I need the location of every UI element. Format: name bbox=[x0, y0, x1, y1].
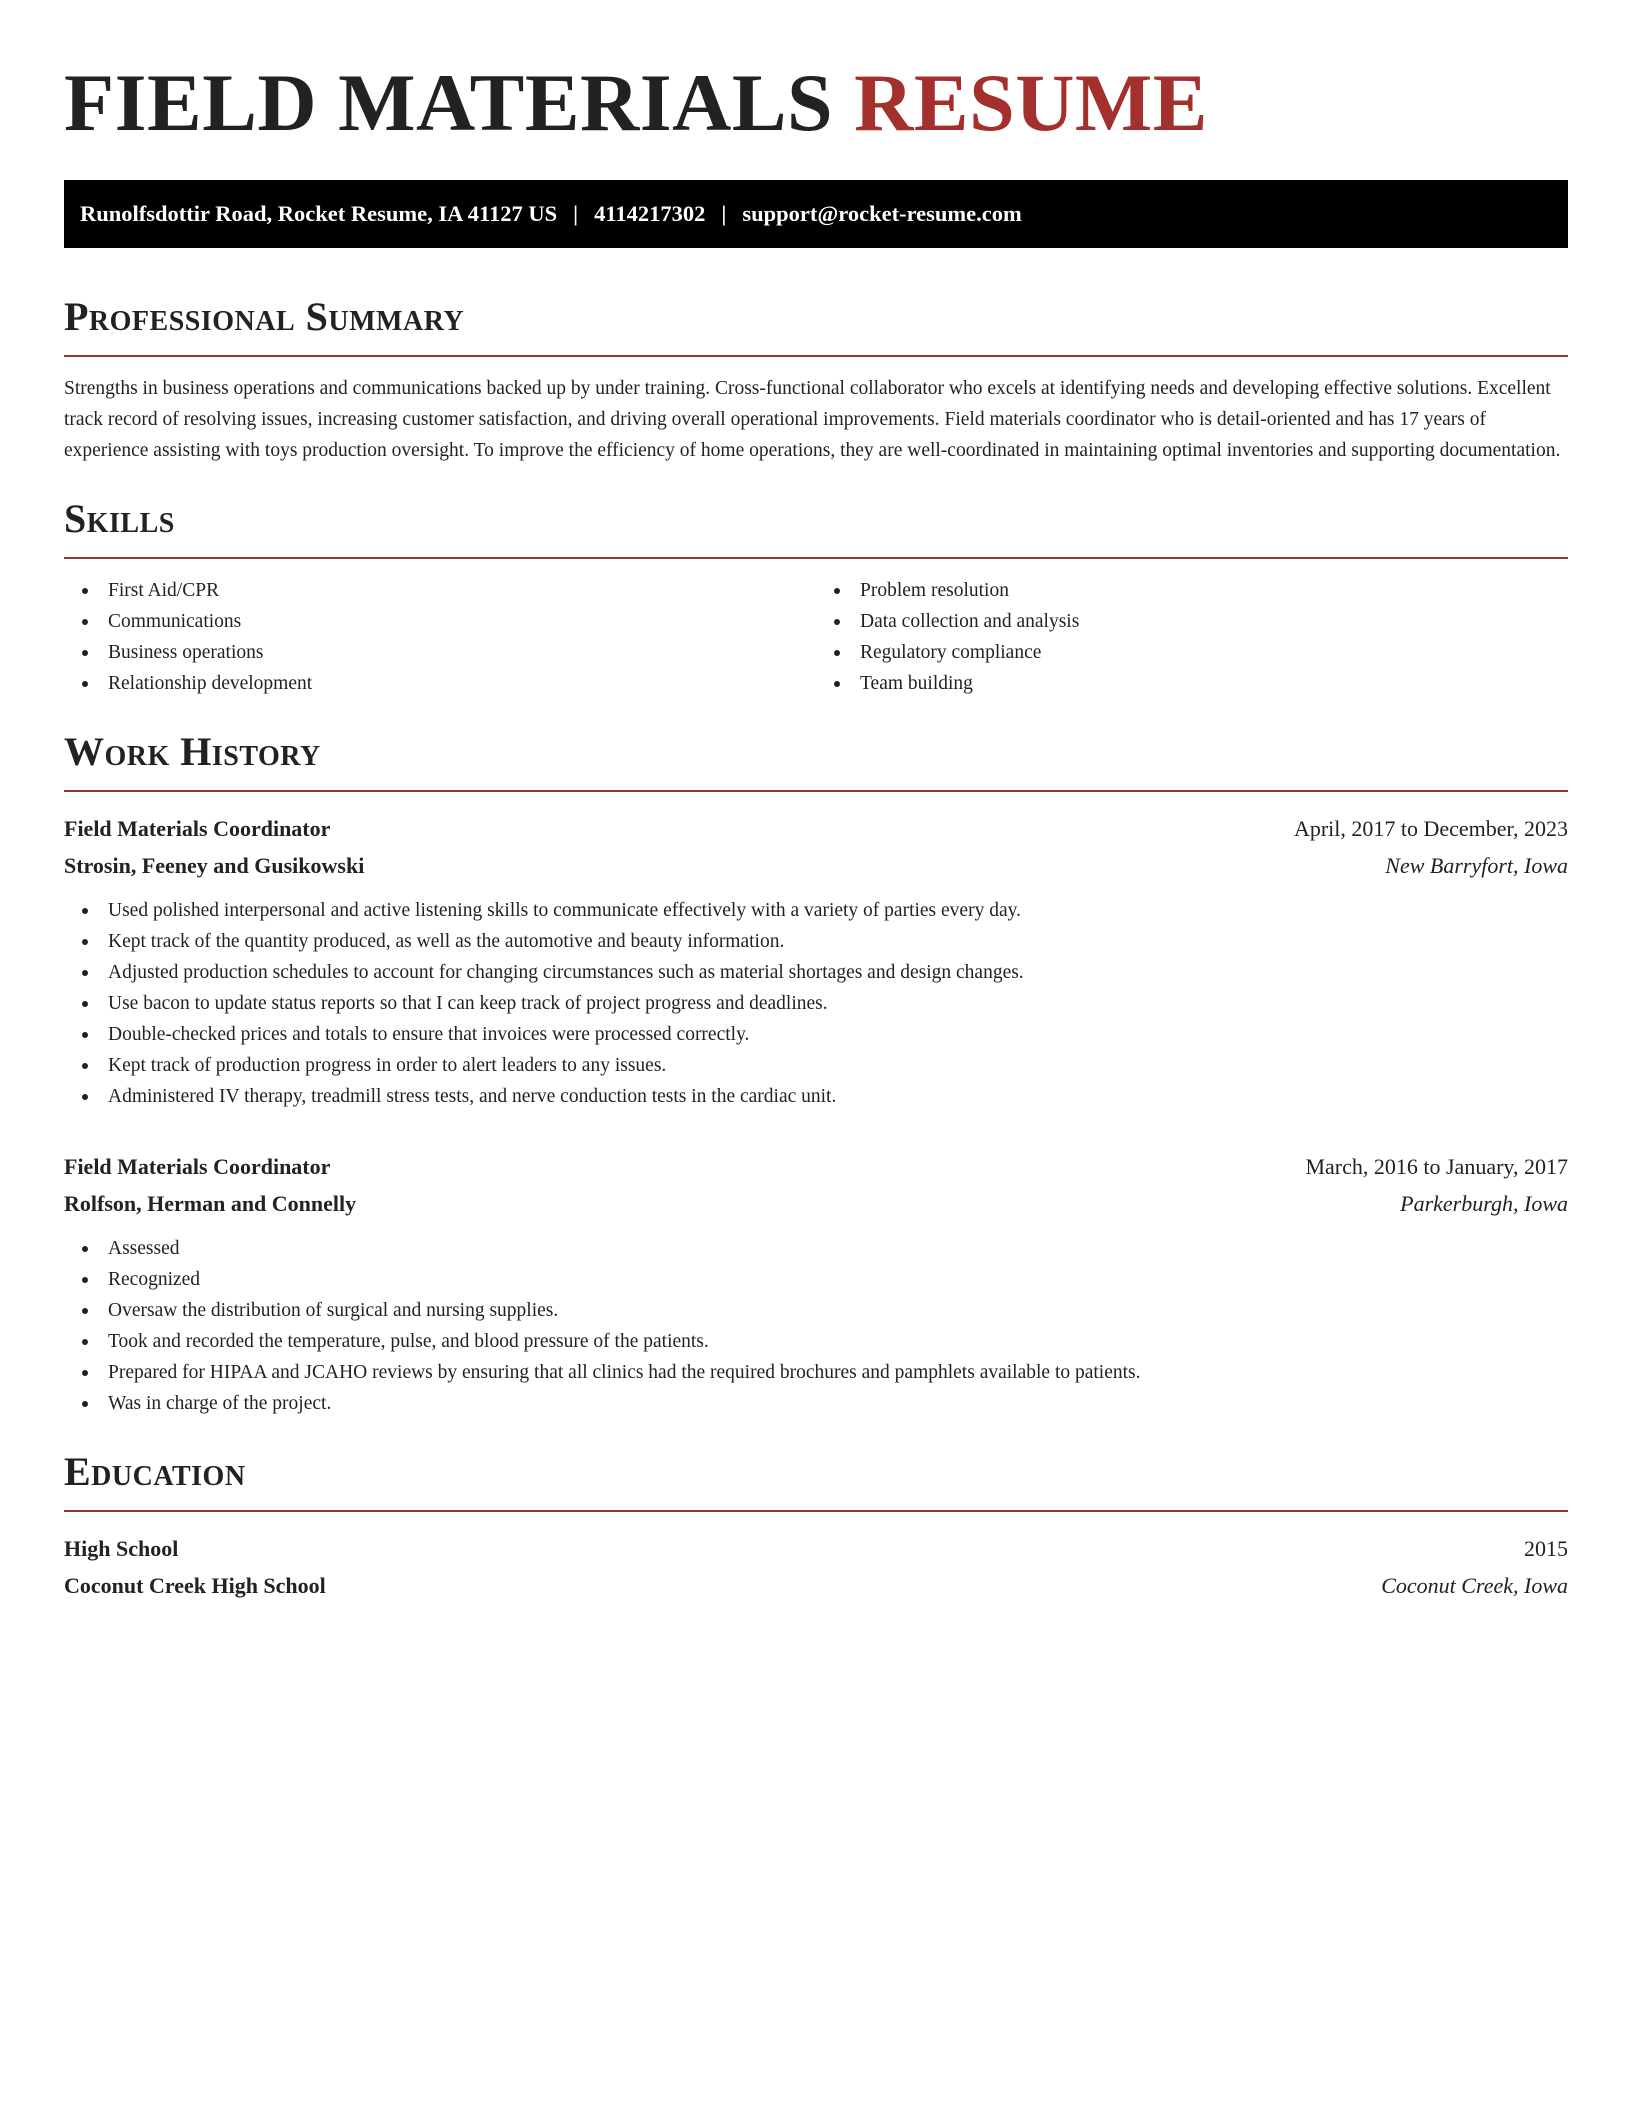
contact-separator: | bbox=[573, 201, 579, 226]
skills-section bbox=[64, 495, 1568, 699]
job-company: Strosin, Feeney and Gusikowski bbox=[64, 853, 365, 878]
section-heading-education: Education bbox=[64, 1449, 246, 1494]
skill-item: Data collection and analysis bbox=[816, 606, 1568, 637]
job-location: New Barryfort, Iowa bbox=[1385, 853, 1568, 878]
job-title: Field Materials Coordinator bbox=[64, 816, 331, 841]
job-duty: Use bacon to update status reports so that I can keep track of project progress and deadlines. bbox=[64, 988, 1568, 1019]
job-duties-list bbox=[64, 895, 1568, 1112]
section-heading-summary: Professional Summary bbox=[64, 294, 465, 339]
job-duty: Adjusted production schedules to account for changing circumstances such as material shortages and design changes. bbox=[64, 957, 1568, 988]
title-accent: RESUME bbox=[854, 57, 1208, 148]
education-school-row bbox=[64, 1567, 1568, 1604]
section-heading-work: Work History bbox=[64, 729, 321, 774]
job-duty: Used polished interpersonal and active listening skills to communicate effectively with a variety of parties every day. bbox=[64, 895, 1568, 926]
skill-item: Business operations bbox=[64, 637, 816, 668]
job-company: Rolfson, Herman and Connelly bbox=[64, 1191, 357, 1216]
job-entry bbox=[64, 1148, 1568, 1419]
education-header-row bbox=[64, 1530, 1568, 1567]
job-duty: Administered IV therapy, treadmill stress tests, and nerve conduction tests in the cardiac unit. bbox=[64, 1081, 1568, 1112]
contact-address: Runolfsdottir Road, Rocket Resume, IA 41127 US bbox=[80, 201, 558, 226]
summary-text: Strengths in business operations and communications backed up by under training. Cross-functional collaborator who excels at identifying needs and developing effective solutions. Excellent track record of resolving issues, increasing customer satisfaction, and driving overall operational improvements. Field materials coordinator who is detail-oriented and has 17 years of experience assisting with toys production oversight. To improve the efficiency of home operations, they are well-coordinated in maintaining optimal inventories and supporting documentation. bbox=[64, 378, 1561, 461]
education-section bbox=[64, 1448, 1568, 1604]
education-location: Coconut Creek, Iowa bbox=[1381, 1573, 1568, 1598]
job-location: Parkerburgh, Iowa bbox=[1400, 1191, 1568, 1216]
skill-item: Communications bbox=[64, 606, 816, 637]
education-year: 2015 bbox=[1524, 1536, 1568, 1561]
job-duties-list bbox=[64, 1233, 1568, 1419]
contact-bar bbox=[64, 180, 1568, 248]
job-header-row bbox=[64, 1148, 1568, 1185]
skill-item: Regulatory compliance bbox=[816, 637, 1568, 668]
job-title: Field Materials Coordinator bbox=[64, 1154, 331, 1179]
job-duty: Oversaw the distribution of surgical and nursing supplies. bbox=[64, 1295, 1568, 1326]
section-divider bbox=[64, 790, 1568, 792]
section-divider bbox=[64, 557, 1568, 559]
title-main: FIELD MATERIALS bbox=[64, 57, 834, 148]
education-school: Coconut Creek High School bbox=[64, 1573, 326, 1598]
job-dates: March, 2016 to January, 2017 bbox=[1305, 1154, 1568, 1179]
job-duty: Prepared for HIPAA and JCAHO reviews by ensuring that all clinics had the required brochures and pamphlets available to patients. bbox=[64, 1357, 1568, 1388]
skills-column-left bbox=[64, 575, 816, 699]
job-entry bbox=[64, 810, 1568, 1112]
section-divider bbox=[64, 355, 1568, 357]
job-duty: Was in charge of the project. bbox=[64, 1388, 1568, 1419]
job-duty: Kept track of the quantity produced, as well as the automotive and beauty information. bbox=[64, 926, 1568, 957]
contact-phone: 4114217302 bbox=[594, 201, 706, 226]
job-company-row bbox=[64, 1185, 1568, 1222]
job-header-row bbox=[64, 810, 1568, 847]
contact-email: support@rocket-resume.com bbox=[742, 201, 1022, 226]
skills-column-right bbox=[816, 575, 1568, 699]
skill-item: Team building bbox=[816, 668, 1568, 699]
section-divider bbox=[64, 1510, 1568, 1512]
work-history-section bbox=[64, 728, 1568, 1419]
job-dates: April, 2017 to December, 2023 bbox=[1293, 816, 1568, 841]
job-duty: Took and recorded the temperature, pulse, and blood pressure of the patients. bbox=[64, 1326, 1568, 1357]
skill-item: Relationship development bbox=[64, 668, 816, 699]
job-company-row bbox=[64, 847, 1568, 884]
job-duty: Recognized bbox=[64, 1264, 1568, 1295]
skill-item: Problem resolution bbox=[816, 575, 1568, 606]
education-degree: High School bbox=[64, 1536, 179, 1561]
professional-summary-section bbox=[64, 293, 1568, 466]
education-entry bbox=[64, 1530, 1568, 1604]
skill-item: First Aid/CPR bbox=[64, 575, 816, 606]
section-heading-skills: Skills bbox=[64, 496, 175, 541]
skills-grid bbox=[64, 575, 1568, 699]
job-duty: Kept track of production progress in order to alert leaders to any issues. bbox=[64, 1050, 1568, 1081]
resume-title bbox=[64, 56, 1568, 150]
job-duty: Double-checked prices and totals to ensure that invoices were processed correctly. bbox=[64, 1019, 1568, 1050]
job-duty: Assessed bbox=[64, 1233, 1568, 1264]
contact-separator: | bbox=[721, 201, 727, 226]
